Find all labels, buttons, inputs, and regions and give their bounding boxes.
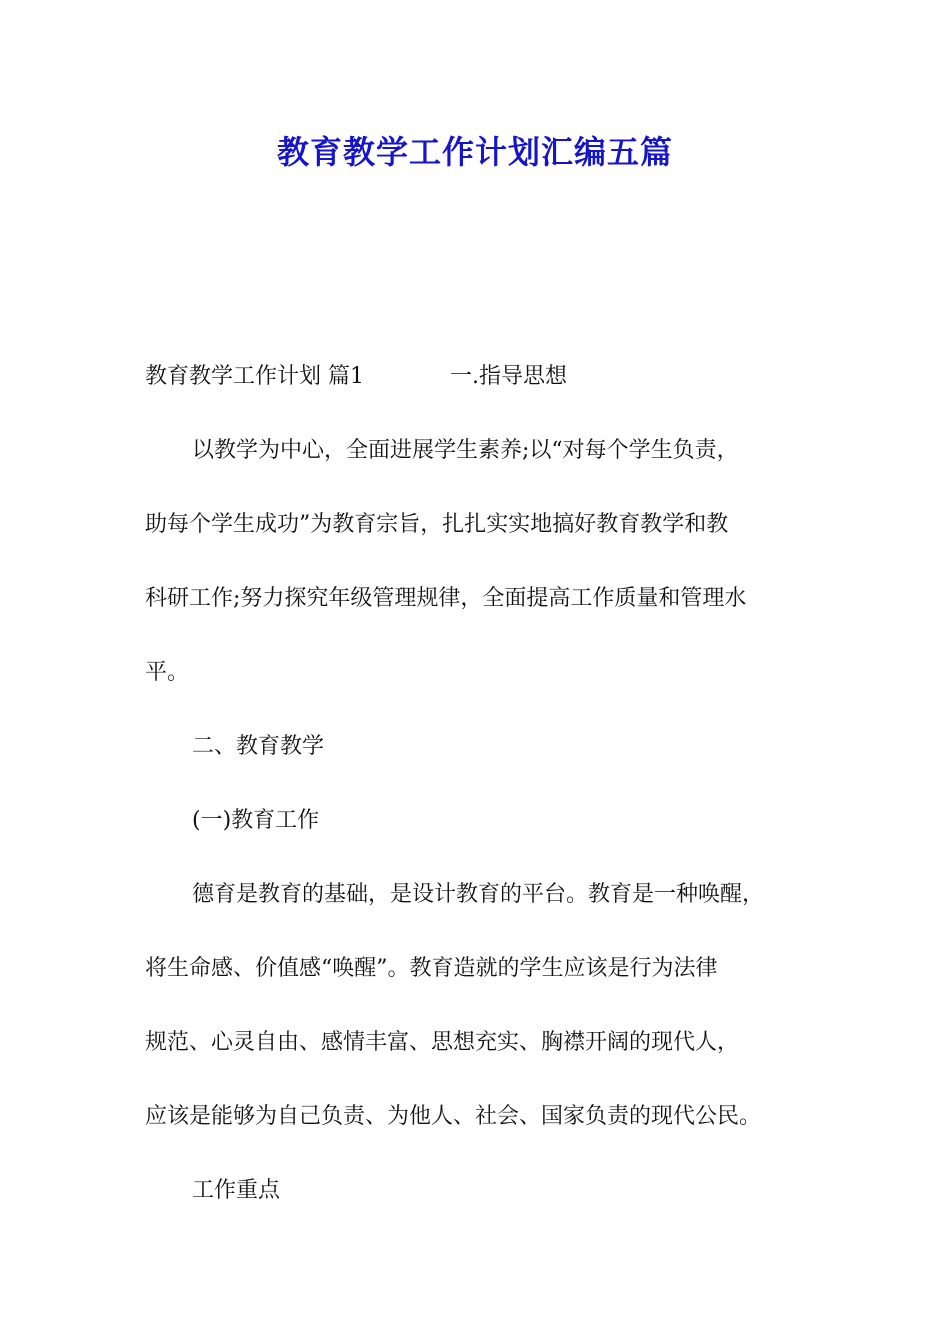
paragraph-line: 以教学为中心，全面进展学生素养;以“对每个学生负责，: [192, 438, 739, 463]
paragraph-line: 科研工作;努力探究年级管理规律，全面提高工作质量和管理水: [145, 586, 747, 611]
paragraph-line: 规范、心灵自由、感情丰富、思想充实、胸襟开阔的现代人，: [145, 1030, 740, 1055]
section-subheading: 一.指导思想: [450, 364, 567, 389]
paragraph-line: 德育是教育的基础，是设计教育的平台。教育是一种唤醒，: [192, 882, 765, 907]
paragraph-line: 将生命感、价值感“唤醒”。教育造就的学生应该是行为法律: [145, 956, 718, 981]
heading-work-focus: 工作重点: [192, 1178, 281, 1203]
paragraph-line: 平。: [145, 660, 190, 685]
section-heading: 教育教学工作计划 篇1: [145, 364, 364, 389]
heading-education-work: (一)教育工作: [192, 808, 320, 833]
heading-education-teaching: 二、教育教学: [192, 734, 325, 759]
paragraph-line: 应该是能够为自己负责、为他人、社会、国家负责的现代公民。: [145, 1104, 762, 1129]
document-title: 教育教学工作计划汇编五篇: [276, 133, 673, 171]
paragraph-line: 助每个学生成功”为教育宗旨，扎扎实实地搞好教育教学和教: [145, 512, 729, 537]
document-body: [145, 340, 825, 1228]
section-heading-line: [145, 340, 825, 414]
